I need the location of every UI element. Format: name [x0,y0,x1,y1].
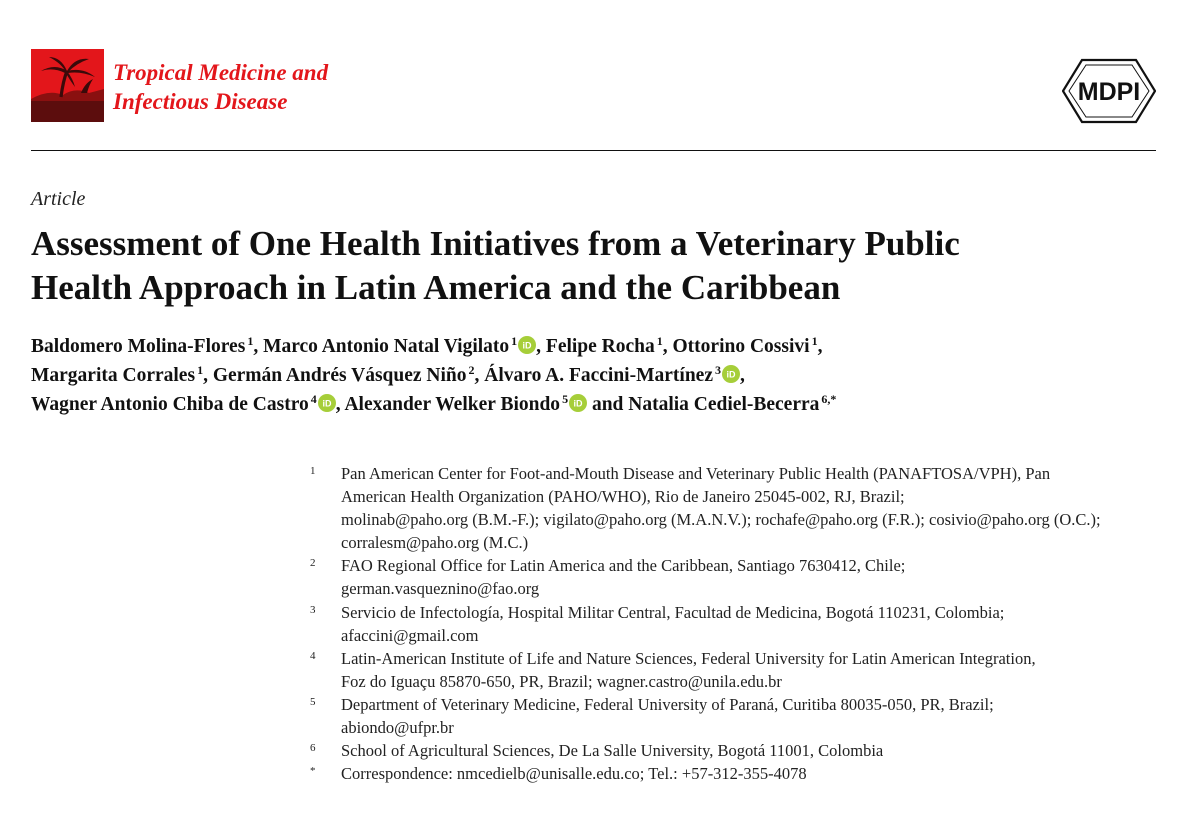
affiliation-item [310,647,1170,693]
author: Álvaro A. Faccini-Martínez $^3$ iD [484,365,740,386]
affiliation-number: 5 [310,695,316,708]
author: Wagner Antonio Chiba de Castro $^4$ iD [31,394,336,415]
affiliation-text: Department of Veterinary Medicine, Federal University of Paraná, Curitiba 80035-050, PR, Brazil; abiondo@ufpr.br [341,694,994,738]
affiliation-list [310,462,1170,785]
svg-text:iD: iD [522,340,532,351]
author-line: Baldomero Molina-Flores $^1$, Marco Antonio Natal Vigilato $^1$ iD , Felipe Rocha $^1$, Ottorino Cossivi $^1$, [31,334,823,357]
affiliation-number: 6 [310,742,316,755]
affiliation-item [310,739,1170,762]
affiliation-text: Latin-American Institute of Life and Nature Sciences, Federal University for Latin American Integration, Foz do Iguaçu 85870-650, PR, Brazil; wagner.castro@unila.edu.br [341,648,1036,691]
author-line: Wagner Antonio Chiba de Castro $^4$ iD , Alexander Welker Biondo $^5$ iD and Natalia Cediel-Becerra $^{6,*}$ [31,392,837,415]
author: Natalia Cediel-Becerra $^{6,*}$ [628,392,837,415]
author: Felipe Rocha $^1$ [545,334,663,357]
journal-name-line-2: Infectious Disease [113,89,288,114]
orcid-icon[interactable] [722,365,740,383]
affiliation-item [310,601,1170,647]
orcid-icon[interactable] [569,394,587,412]
header-divider [31,150,1156,151]
affiliation-number: 4 [310,649,316,662]
author: Germán Andrés Vásquez Niño $^2$ [212,363,475,386]
affiliation-text: Servicio de Infectología, Hospital Militar Central, Facultad de Medicina, Bogotá 110231, Colombia; afaccini@gmail.com [341,602,1005,645]
author: Marco Antonio Natal Vigilato $^1$ iD [263,336,536,357]
orcid-icon[interactable] [318,394,336,412]
correspondence [310,762,1170,785]
affiliation-item [310,693,1170,739]
affiliation-text: Pan American Center for Foot-and-Mouth Disease and Veterinary Public Health (PANAFTOSA/VPH), Pan American Health Organization (PAHO/WHO), Rio de Janeiro 25045-002, RJ, Brazil; molinab@paho.org (B.M.-F.); vigilato@paho.org (M.A.N.V.); rochafe@paho.org (F.R.); cosivio@paho.org (O.C.); corralesm@paho.org (M.C.) [341,464,1101,553]
author: Baldomero Molina-Flores $^1$ [31,334,254,357]
svg-text:iD: iD [573,398,583,409]
affiliation-number: 3 [310,603,316,616]
article-title-line-1: Assessment of One Health Initiatives from a Veterinary Public [31,224,960,263]
journal-name [113,58,328,116]
mdpi-logo-text: MDPI [1077,78,1141,106]
mdpi-logo-icon [1062,58,1156,124]
author: Margarita Corrales $^1$ [31,363,204,386]
correspondence-marker: * [310,765,316,778]
author: Ottorino Cossivi $^1$ [672,334,818,357]
journal-name-line-1: Tropical Medicine and [113,60,329,85]
article-title-line-2: Health Approach in Latin America and the Caribbean [31,268,841,307]
correspondence-text: Correspondence: nmcedielb@unisalle.edu.co; Tel.: +57-312-355-4078 [341,764,807,784]
author-and: and [591,394,624,415]
author-list [31,332,1171,419]
svg-text:iD: iD [726,369,736,380]
affiliation-number: 2 [310,557,316,570]
affiliation-text: FAO Regional Office for Latin America and the Caribbean, Santiago 7630412, Chile; german.vasqueznino@fao.org [341,556,906,599]
article-type: Article [31,188,86,210]
author-line: Margarita Corrales $^1$, Germán Andrés Vásquez Niño $^2$, Álvaro A. Faccini-Martínez $^3$ iD , [31,363,745,386]
svg-text:iD: iD [322,398,332,409]
affiliation-number: 1 [310,465,316,477]
journal-logo-icon [31,49,104,122]
article-title [31,222,1171,310]
affiliation-item [310,554,1170,600]
affiliation-item [310,462,1170,554]
author: Alexander Welker Biondo $^5$ iD [344,394,587,415]
orcid-icon[interactable] [518,336,536,354]
affiliation-text: School of Agricultural Sciences, De La Salle University, Bogotá 11001, Colombia [341,741,884,761]
